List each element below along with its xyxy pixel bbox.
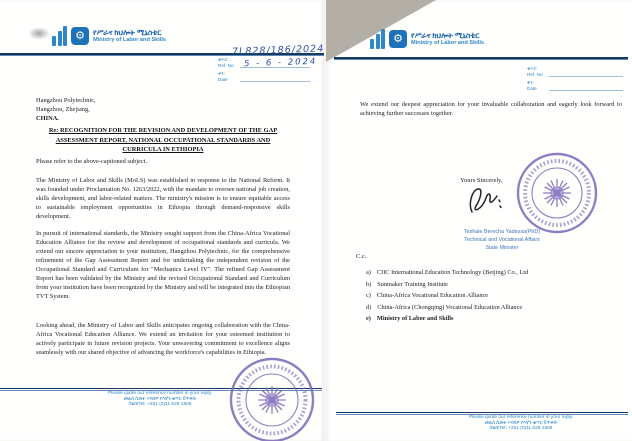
gear-icon: ⚙ [71, 27, 89, 45]
footer-line-1: Please quote our reference number in your reply. [469, 415, 573, 420]
date-line [549, 90, 623, 91]
ref-label-amharic: ቁጥር: [527, 66, 538, 71]
closing-salutation: Yours Sincerely, [460, 177, 503, 184]
footer-line-2-amharic: መልስ ሲጽፉ እባክዎ የእኛን ቁጥር ይጥቀሱ [484, 420, 558, 426]
date-label-amharic: ቀን: [218, 71, 225, 76]
cc-item [366, 279, 528, 291]
ref-label-english: Ref. No [218, 62, 234, 68]
body-paragraph: We extend our deepest appreciation for your invaluable collaboration and eagerly look forward to achieving further successes together. [360, 101, 622, 117]
official-stamp-icon [515, 151, 599, 235]
cc-item-text: Ministry of Labor and Skills [376, 315, 454, 322]
body-paragraph-1: The Ministry of Labor and Skills (MoLS) was established in response to the National Reform. It was founded under Proclamation No. 1263/2022, with the mandate to oversee national job creation, skills development, and labor-related matters. The ministry's mission is to ensure equitable access to sustainable employment opportunities in Ethiopia through demand-responsive skills development. [36, 177, 290, 220]
date-label-amharic: ቀን: [527, 80, 534, 85]
recipient-line: Hangzhou, Zhejiang, [36, 106, 90, 113]
scan-smudge-artifact [28, 27, 50, 40]
official-stamp-icon [226, 356, 318, 441]
signer-title: State Minister [485, 245, 519, 251]
ref-label-english: Ref. No [527, 71, 543, 77]
body-paragraph-2: In pursuit of international standards, the Ministry sought support from the China-Africa Vocational Education Alliance for the review and development of occupational standards and curricula. We extend our sincere appreciation to your institution, Hangzhou Polytechnic, for the comprehensive refinement of the Gap Assessment Report and for undertaking the independent revision of the Occupational Standard and Curriculum for "Mechanics Level IV". The refined Gap Assessment Report has been validated by the Ministry and the revised Occupational Standard and Curriculum from your institution have been recognized by the Ministry and will be integrated into the Ethiopian TVT System. [36, 230, 290, 300]
gear-icon: ⚙ [389, 30, 407, 48]
cc-item-marker: e) [366, 315, 371, 322]
logo-bars-icon [52, 26, 67, 46]
signature-mark [462, 186, 516, 218]
recipient-line: CHINA. [36, 115, 59, 122]
cc-item-text: China-Africa (Chongqing) Vocational Education Alliance [377, 303, 523, 311]
footer-line-2-amharic: መልስ ሲጽፉ እባክዎ የእኛን ቁጥር ይጥቀሱ [123, 396, 197, 402]
cc-item-text: China-Africa Vocational Education Alliance [376, 292, 489, 299]
ministry-logo [52, 26, 166, 46]
recipient-address [36, 96, 96, 123]
handwritten-ref-number: 7L828/186/2024 [231, 43, 325, 58]
footer-line-3-tel: ስልክ/Tel: +251 (0)11 629 1806 [128, 402, 192, 408]
date-label-english: Date [527, 85, 537, 91]
date-label-english: Date [218, 76, 228, 82]
salutation: Please refer to the above-captioned subject. [36, 158, 148, 165]
body-paragraph-3: Looking ahead, the Ministry of Labor and Skills anticipates ongoing collaboration with the China-Africa Vocational Education Alliance. We extend an invitation for your esteemed institution to actively participate in future revision projects. Your unwavering commitment to excellence aligns seamlessly with our shared objective of advancing the workforce's capabilities in Ethiopia. [36, 322, 290, 356]
footer-line-3-tel: ስልክ/Tel: +251 (0)11 629 1806 [489, 426, 553, 432]
cc-label: C.c. [356, 253, 367, 260]
ref-label-amharic: ቁጥር: [218, 57, 229, 62]
ministry-name-english: Ministry of Labor and Skills [93, 37, 167, 44]
recipient-line: Hangzhou Polytechnic, [36, 97, 96, 104]
header-rule [334, 57, 628, 60]
cc-item-marker: b) [366, 280, 372, 288]
cc-item [366, 302, 528, 314]
handwritten-date: 5 - 6 - 2024 [243, 56, 318, 70]
footer-note [416, 415, 626, 432]
signer-name: Teshale Berecha Yadessa(PhD) [463, 229, 541, 235]
footer-line-1: Please quote our reference number in your reply. [108, 391, 212, 396]
ministry-name-english: Ministry of Labor and Skills [411, 40, 485, 47]
subject-line: Re: RECOGNITION FOR THE REVISION AND DEVELOPMENT OF THE GAP ASSESSMENT REPORT, NATIONAL OCCUPATIONAL STANDARDS AND CURRICULA IN ETHIOPIA [48, 127, 278, 153]
ministry-name-amharic: የሥራና ክህሎት ሚኒስቴር [93, 27, 162, 37]
cc-list [366, 267, 528, 325]
ministry-name-amharic: የሥራና ክህሎት ሚኒስቴር [411, 30, 480, 40]
letter-page-2 [326, 0, 632, 441]
ministry-logo [370, 29, 484, 49]
ref-block [527, 66, 623, 94]
cc-item-text: Sunmaker Training Institute [377, 280, 448, 288]
cc-item-marker: c) [366, 292, 371, 299]
cc-item [366, 313, 528, 325]
cc-item-marker: d) [366, 303, 372, 311]
ref-number-line [549, 76, 623, 77]
logo-bars-icon [370, 29, 385, 49]
signer-title: Technical and Vocational Affairs [464, 237, 540, 243]
cc-item-marker: a) [366, 269, 371, 276]
signer-block [430, 228, 574, 252]
cc-item [366, 290, 528, 302]
cc-item [366, 267, 528, 279]
date-line [240, 81, 310, 82]
cc-item-text: CIIC International Education Technology (Beijing) Co., Ltd [376, 269, 529, 276]
